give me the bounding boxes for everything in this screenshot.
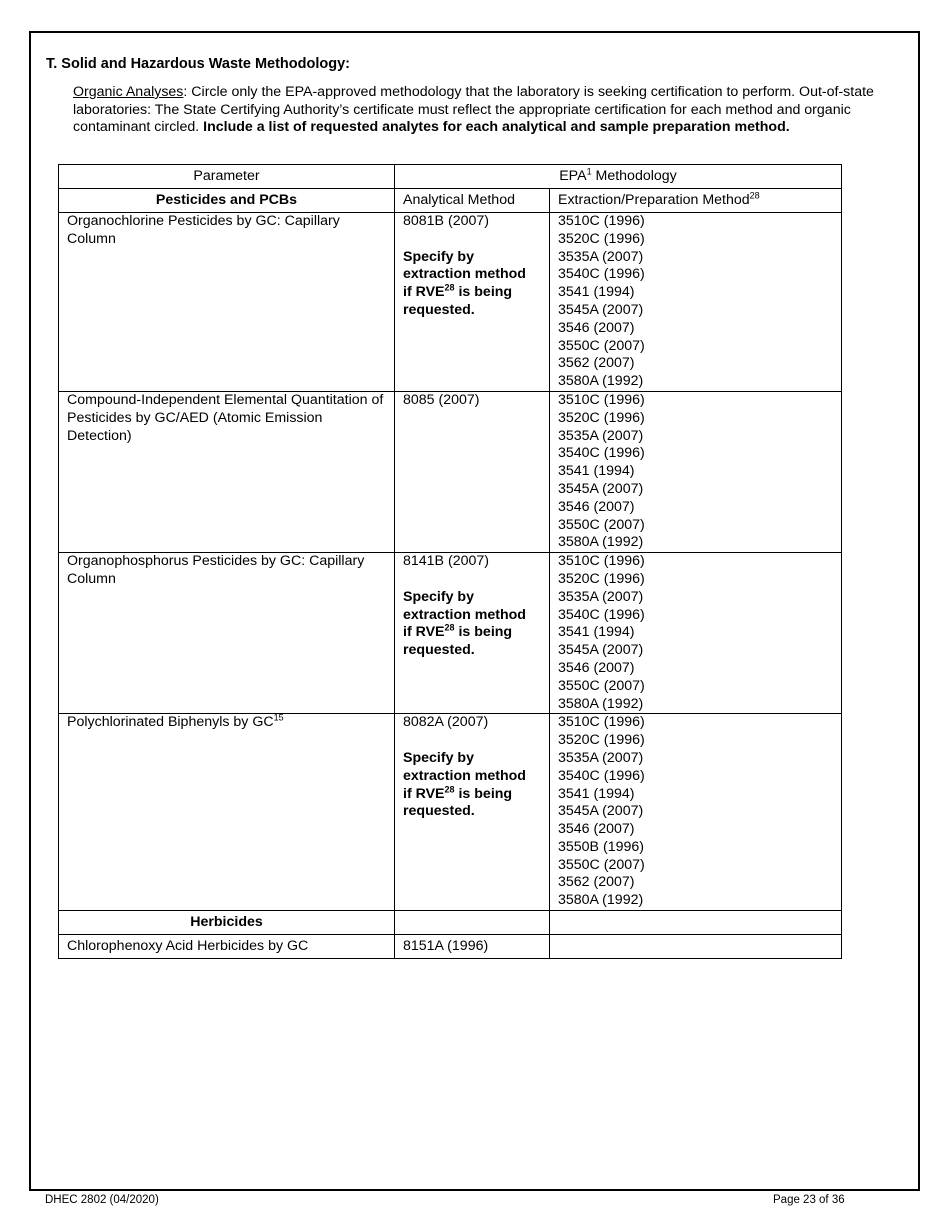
- row-analytical: 8082A (2007) Specify by extraction method if RVE$^{28}$ is being requested.: [395, 714, 550, 911]
- table-row: [59, 213, 842, 392]
- method-item: 3545A (2007): [558, 803, 644, 820]
- method-item: 3510C (1996): [558, 714, 645, 731]
- method-item: 3580A (1992): [558, 373, 644, 390]
- method-item: 3535A (2007): [558, 248, 644, 265]
- herbicides-group: Herbicides: [59, 911, 395, 935]
- method-item: 3541 (1994): [558, 624, 635, 641]
- intro-text: : Circle only the EPA-approved methodology that the laboratory is seeking certification to perform. Out-of-state laboratories: The State Certifying Authority’s certificate must reflect the appropriate certification for each method and organic contaminant circled.: [73, 84, 874, 135]
- method-item: 3550C (2007): [558, 856, 645, 873]
- header-epa-methodology: EPA$^1$ Methodology: [395, 165, 842, 189]
- methodology-table: [58, 164, 842, 959]
- row-methods: [550, 714, 842, 911]
- method-item: 3546 (2007): [558, 821, 635, 838]
- method-item: 3545A (2007): [558, 642, 644, 659]
- method-item: 3550C (2007): [558, 516, 645, 533]
- row-methods: [550, 213, 842, 392]
- method-item: 3540C (1996): [558, 606, 645, 623]
- section-heading: T. Solid and Hazardous Waste Methodology:: [46, 56, 350, 72]
- method-item: 3540C (1996): [558, 767, 645, 784]
- method-item: 3546 (2007): [558, 319, 635, 336]
- method-item: 3510C (1996): [558, 213, 645, 229]
- specify-note: Specify by extraction method if RVE$^{28}$ is being requested.: [403, 749, 526, 820]
- method-item: 3541 (1994): [558, 284, 635, 301]
- row-parameter: Organochlorine Pesticides by GC: Capillary Column: [59, 213, 395, 392]
- row-analytical: 8085 (2007): [395, 391, 550, 552]
- row-parameter: Organophosphorus Pesticides by GC: Capillary Column: [59, 553, 395, 714]
- table-row: [59, 714, 842, 911]
- subheader-group: Pesticides and PCBs: [59, 189, 395, 213]
- row-methods: [550, 391, 842, 552]
- row-methods: [550, 553, 842, 714]
- method-item: 3510C (1996): [558, 553, 645, 570]
- specify-note: Specify by extraction method if RVE$^{28}$ is being requested.: [403, 248, 526, 318]
- method-item: 3520C (1996): [558, 409, 645, 426]
- row-parameter: Polychlorinated Biphenyls by GC$^{15}$: [59, 714, 395, 911]
- header-parameter: Parameter: [59, 165, 395, 189]
- intro-bold-text: Include a list of requested analytes for each analytical and sample preparation method.: [203, 119, 790, 135]
- row-analytical: 8151A (1996): [395, 935, 550, 959]
- intro-paragraph: [73, 84, 883, 137]
- method-item: 3541 (1994): [558, 463, 635, 480]
- row-parameter: Chlorophenoxy Acid Herbicides by GC: [59, 935, 395, 959]
- method-item: 3541 (1994): [558, 785, 635, 802]
- herbicides-header-row: [59, 911, 842, 935]
- row-analytical: 8141B (2007) Specify by extraction method if RVE$^{28}$ is being requested.: [395, 553, 550, 714]
- table-header-row: [59, 165, 842, 189]
- table-row: [59, 391, 842, 552]
- method-item: 3546 (2007): [558, 659, 635, 676]
- method-item: 3520C (1996): [558, 230, 645, 247]
- method-item: 3535A (2007): [558, 749, 644, 766]
- subheader-analytical: Analytical Method: [395, 189, 550, 213]
- method-item: 3562 (2007): [558, 355, 635, 372]
- method-item: 3535A (2007): [558, 427, 644, 444]
- method-item: 3580A (1992): [558, 695, 644, 712]
- row-methods: [550, 935, 842, 959]
- row-parameter: Compound-Independent Elemental Quantitation of Pesticides by GC/AED (Atomic Emission Detection): [59, 391, 395, 552]
- intro-label: Organic Analyses: [73, 84, 184, 100]
- method-item: 3550C (2007): [558, 337, 645, 354]
- method-item: 3535A (2007): [558, 588, 644, 605]
- method-item: 3510C (1996): [558, 391, 645, 408]
- method-item: 3520C (1996): [558, 570, 645, 587]
- subheader-extraction: Extraction/Preparation Method$^{28}$: [550, 189, 842, 213]
- specify-note: Specify by extraction method if RVE$^{28}$ is being requested.: [403, 588, 526, 659]
- method-item: 3550B (1996): [558, 838, 644, 855]
- method-item: 3550C (2007): [558, 677, 645, 694]
- method-item: 3520C (1996): [558, 732, 645, 749]
- method-item: 3545A (2007): [558, 480, 644, 497]
- table-row: [59, 935, 842, 959]
- method-item: 3546 (2007): [558, 498, 635, 515]
- footer-page-number: Page 23 of 36: [773, 1194, 845, 1206]
- method-item: 3580A (1992): [558, 892, 644, 909]
- method-item: 3580A (1992): [558, 534, 644, 551]
- table-subheader-row: [59, 189, 842, 213]
- row-analytical: 8081B (2007) Specify by extraction method if RVE$^{28}$ is being requested.: [395, 213, 550, 392]
- method-item: 3562 (2007): [558, 874, 635, 891]
- table-row: [59, 553, 842, 714]
- method-item: 3545A (2007): [558, 301, 644, 318]
- footer-form-id: DHEC 2802 (04/2020): [45, 1194, 159, 1206]
- method-item: 3540C (1996): [558, 445, 645, 462]
- method-item: 3540C (1996): [558, 266, 645, 283]
